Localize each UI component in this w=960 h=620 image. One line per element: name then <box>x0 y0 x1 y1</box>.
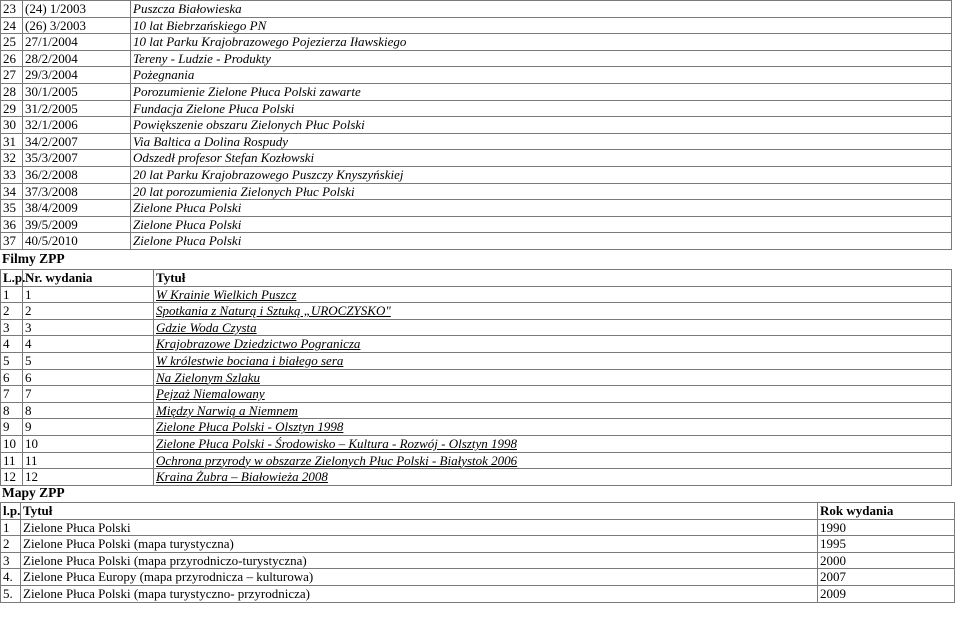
film-row-nr: 4 <box>23 336 154 353</box>
publication-row-nr: 29/3/2004 <box>23 67 131 84</box>
film-row <box>1 469 952 486</box>
film-row-nr: 9 <box>23 419 154 436</box>
publication-row <box>1 233 952 250</box>
film-row <box>1 369 952 386</box>
publication-row <box>1 83 952 100</box>
film-row-title: Na Zielonym Szlaku <box>154 369 952 386</box>
film-row-title: Zielone Płuca Polski - Olsztyn 1998 <box>154 419 952 436</box>
publication-row-title: Tereny - Ludzie - Produkty <box>131 50 952 67</box>
publication-row-nr: 34/2/2007 <box>23 133 131 150</box>
publication-row <box>1 166 952 183</box>
film-row-title: Zielone Płuca Polski - Środowisko – Kultura - Rozwój - Olsztyn 1998 <box>154 435 952 452</box>
film-row <box>1 336 952 353</box>
publication-row <box>1 216 952 233</box>
publication-row-title: 10 lat Parku Krajobrazowego Pojezierza Iławskiego <box>131 34 952 51</box>
films-header-lp: L.p. <box>1 270 23 287</box>
film-row-title: Gdzie Woda Czysta <box>154 319 952 336</box>
films-header-title: Tytuł <box>154 270 952 287</box>
film-row-nr: 7 <box>23 386 154 403</box>
film-row-nr: 5 <box>23 352 154 369</box>
maps-header-row <box>1 503 955 520</box>
map-row-title: Zielone Płuca Polski (mapa przyrodniczo-turystyczna) <box>21 552 818 569</box>
maps-header-year: Rok wydania <box>818 503 955 520</box>
film-row-title: Między Narwią a Niemnem <box>154 402 952 419</box>
publication-row <box>1 117 952 134</box>
publication-row-nr: 31/2/2005 <box>23 100 131 117</box>
publication-row <box>1 50 952 67</box>
publication-row-nr: 30/1/2005 <box>23 83 131 100</box>
publication-row-title: 10 lat Biebrzańskiego PN <box>131 17 952 34</box>
film-row-nr: 11 <box>23 452 154 469</box>
film-row-lp: 11 <box>1 452 23 469</box>
publication-row-title: 20 lat porozumienia Zielonych Płuc Polski <box>131 183 952 200</box>
film-row <box>1 402 952 419</box>
film-row <box>1 452 952 469</box>
film-row-title: Kraina Żubra – Białowieża 2008 <box>154 469 952 486</box>
film-row-lp: 12 <box>1 469 23 486</box>
film-row-nr: 2 <box>23 303 154 320</box>
publication-row-title: Zielone Płuca Polski <box>131 233 952 250</box>
publication-row-lp: 33 <box>1 166 23 183</box>
films-header-row <box>1 270 952 287</box>
film-row-nr: 3 <box>23 319 154 336</box>
maps-section-heading: Mapy ZPP <box>2 485 65 500</box>
publication-row <box>1 17 952 34</box>
publication-row-lp: 23 <box>1 1 23 18</box>
publication-row-nr: 27/1/2004 <box>23 34 131 51</box>
film-row-lp: 7 <box>1 386 23 403</box>
film-row-lp: 10 <box>1 435 23 452</box>
film-row <box>1 352 952 369</box>
films-header-nr: Nr. wydania <box>23 270 154 287</box>
film-row-lp: 1 <box>1 286 23 303</box>
film-row-lp: 8 <box>1 402 23 419</box>
publication-row <box>1 200 952 217</box>
publication-row <box>1 100 952 117</box>
publication-row <box>1 183 952 200</box>
films-table <box>0 269 952 486</box>
map-row <box>1 585 955 602</box>
film-row-nr: 8 <box>23 402 154 419</box>
publication-row-lp: 28 <box>1 83 23 100</box>
film-row-lp: 2 <box>1 303 23 320</box>
publication-row-lp: 26 <box>1 50 23 67</box>
map-row <box>1 569 955 586</box>
publication-row-title: Zielone Płuca Polski <box>131 200 952 217</box>
publications-table-body <box>1 1 952 250</box>
map-row-title: Zielone Płuca Polski <box>21 519 818 536</box>
film-row-title: W królestwie bociana i białego sera <box>154 352 952 369</box>
film-row-title: W Krainie Wielkich Puszcz <box>154 286 952 303</box>
map-row-year: 2009 <box>818 585 955 602</box>
map-row-year: 1990 <box>818 519 955 536</box>
map-row-lp: 1 <box>1 519 21 536</box>
films-section-heading: Filmy ZPP <box>2 251 65 266</box>
publication-row-nr: (26) 3/2003 <box>23 17 131 34</box>
publication-row-nr: 32/1/2006 <box>23 117 131 134</box>
publication-row-title: Zielone Płuca Polski <box>131 216 952 233</box>
publication-row-nr: 36/2/2008 <box>23 166 131 183</box>
publication-row-lp: 32 <box>1 150 23 167</box>
film-row-lp: 5 <box>1 352 23 369</box>
film-row-nr: 6 <box>23 369 154 386</box>
films-table-body <box>1 270 952 486</box>
film-row-lp: 4 <box>1 336 23 353</box>
film-row-lp: 9 <box>1 419 23 436</box>
publication-row-lp: 30 <box>1 117 23 134</box>
film-row <box>1 286 952 303</box>
film-row-nr: 1 <box>23 286 154 303</box>
map-row <box>1 536 955 553</box>
film-row-lp: 3 <box>1 319 23 336</box>
publication-row-title: Odszedł profesor Stefan Kozłowski <box>131 150 952 167</box>
maps-table <box>0 502 955 603</box>
film-row-title: Ochrona przyrody w obszarze Zielonych Płuc Polski - Białystok 2006 <box>154 452 952 469</box>
publication-row <box>1 67 952 84</box>
publication-row-lp: 24 <box>1 17 23 34</box>
map-row-lp: 5. <box>1 585 21 602</box>
publication-row-lp: 35 <box>1 200 23 217</box>
publication-row-nr: 35/3/2007 <box>23 150 131 167</box>
film-row-lp: 6 <box>1 369 23 386</box>
maps-table-body <box>1 503 955 603</box>
publication-row-nr: 40/5/2010 <box>23 233 131 250</box>
film-row <box>1 419 952 436</box>
map-row <box>1 519 955 536</box>
publication-row-nr: 37/3/2008 <box>23 183 131 200</box>
film-row-nr: 10 <box>23 435 154 452</box>
publication-row-lp: 34 <box>1 183 23 200</box>
publication-row-lp: 31 <box>1 133 23 150</box>
publication-row-nr: 38/4/2009 <box>23 200 131 217</box>
map-row-lp: 4. <box>1 569 21 586</box>
film-row-title: Krajobrazowe Dziedzictwo Pogranicza <box>154 336 952 353</box>
film-row <box>1 435 952 452</box>
publications-table <box>0 0 952 250</box>
maps-header-lp: l.p. <box>1 503 21 520</box>
publication-row-title: Puszcza Białowieska <box>131 1 952 18</box>
publication-row <box>1 150 952 167</box>
film-row-title: Spotkania z Naturą i Sztuką „UROCZYSKO" <box>154 303 952 320</box>
publication-row-lp: 37 <box>1 233 23 250</box>
publication-row-lp: 27 <box>1 67 23 84</box>
map-row <box>1 552 955 569</box>
film-row <box>1 319 952 336</box>
map-row-year: 2007 <box>818 569 955 586</box>
publication-row-lp: 29 <box>1 100 23 117</box>
map-row-year: 1995 <box>818 536 955 553</box>
map-row-lp: 3 <box>1 552 21 569</box>
publication-row-title: Pożegnania <box>131 67 952 84</box>
publication-row-nr: 28/2/2004 <box>23 50 131 67</box>
publication-row-title: 20 lat Parku Krajobrazowego Puszczy Knyszyńskiej <box>131 166 952 183</box>
map-row-title: Zielone Płuca Europy (mapa przyrodnicza – kulturowa) <box>21 569 818 586</box>
map-row-title: Zielone Płuca Polski (mapa turystyczno- przyrodnicza) <box>21 585 818 602</box>
publication-row-nr: (24) 1/2003 <box>23 1 131 18</box>
publication-row-title: Porozumienie Zielone Płuca Polski zawarte <box>131 83 952 100</box>
map-row-lp: 2 <box>1 536 21 553</box>
publication-row-lp: 36 <box>1 216 23 233</box>
publication-row-lp: 25 <box>1 34 23 51</box>
film-row <box>1 386 952 403</box>
film-row-nr: 12 <box>23 469 154 486</box>
film-row <box>1 303 952 320</box>
map-row-title: Zielone Płuca Polski (mapa turystyczna) <box>21 536 818 553</box>
publication-row-title: Fundacja Zielone Płuca Polski <box>131 100 952 117</box>
film-row-title: Pejzaż Niemalowany <box>154 386 952 403</box>
publication-row <box>1 1 952 18</box>
publication-row <box>1 133 952 150</box>
publication-row-title: Powiększenie obszaru Zielonych Płuc Polski <box>131 117 952 134</box>
map-row-year: 2000 <box>818 552 955 569</box>
publication-row-nr: 39/5/2009 <box>23 216 131 233</box>
maps-header-title: Tytuł <box>21 503 818 520</box>
publication-row <box>1 34 952 51</box>
publication-row-title: Via Baltica a Dolina Rospudy <box>131 133 952 150</box>
